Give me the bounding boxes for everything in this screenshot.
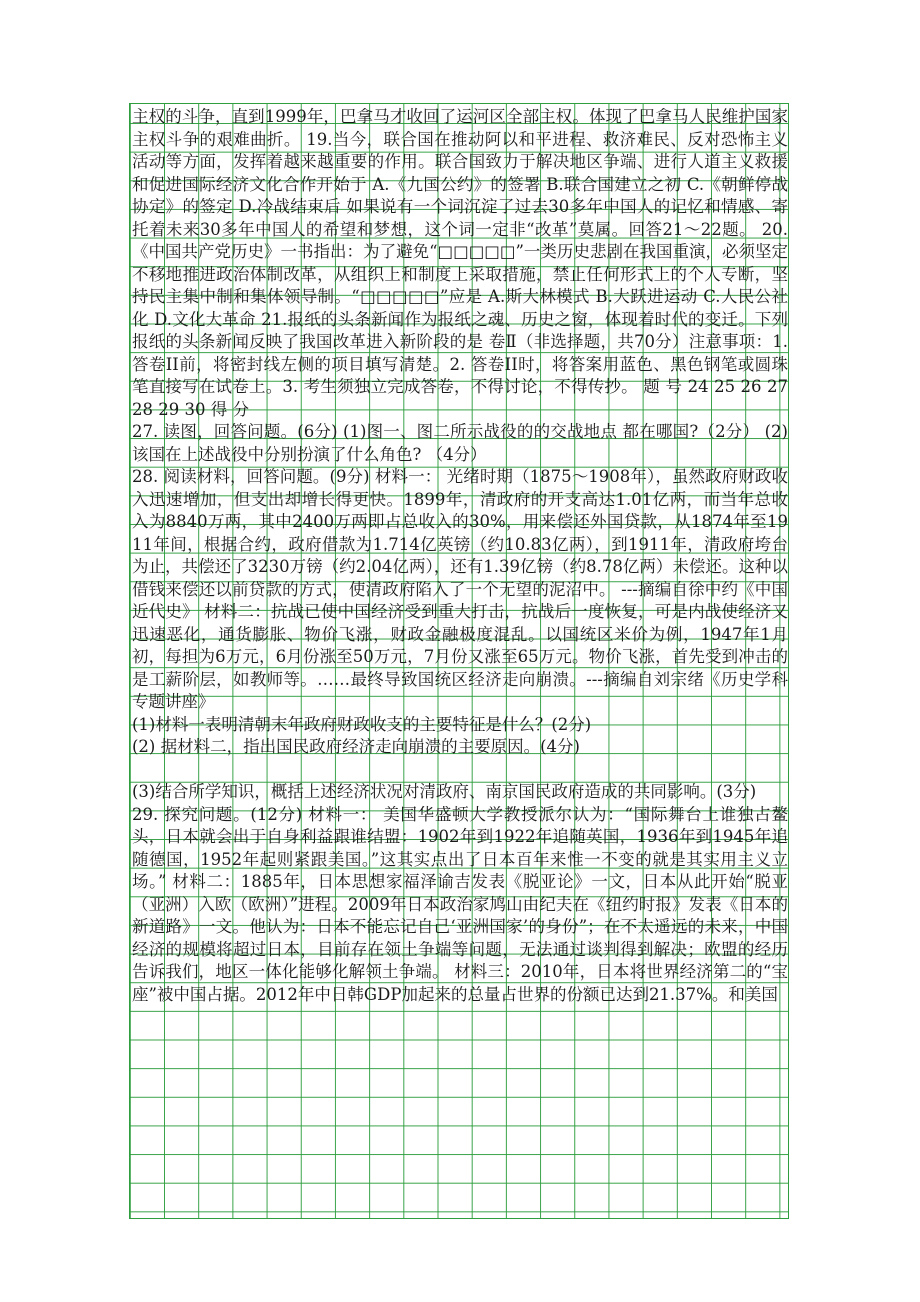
paragraph-question-28-part-1: (1)材料一表明清朝末年政府财政收支的主要特征是什么？(2分) <box>132 714 592 734</box>
paragraph-question-28-part-2: (2) 据材料二，指出国民政府经济走向崩溃的主要原因。(4分) <box>132 737 580 756</box>
paragraph-questions-19-21: 主权的斗争，直到1999年，巴拿马才收回了运河区全部主权。体现了巴拿马人民维护国家主权斗争的艰难曲折。 19.当今，联合国在推动阿以和平进程、救济难民、反对恐怖主义活动等方面，发挥着越来越重要的作用。联合国致力于解决地区争端、进行人道主义救援和促进国际经济文化合作开始于 A.《九国公约》的签署 B.联合国建立之初 C.《朝鲜停战协定》的签定 D.冷战结束后 如果说有一个词沉淀了过去30多年中国人的记忆和情感、寄托着未来30多年中国人的希望和梦想，这个词一定非“改革”莫属。回答21～22题。 20.《中国共产党历史》一书指出：为了避免“□□□□□”一类历史悲剧在我国重演，必须坚定不移地推进政治体制改革，从组织上和制度上采取措施，禁止任何形式上的个人专断，坚持民主集中制和集体领导制。“□□□□□”应是 A.斯大林模式 B.大跃进运动 C.人民公社化 D.文化大革命 21.报纸的头条新闻作为报纸之魂、历史之窗，体现着时代的变迁。下列报纸的头条新闻反映了我国改革进入新阶段的是 卷Ⅱ（非选择题，共70分）注意事项：1. 答卷II前，将密封线左侧的项目填写清楚。2. 答卷II时，将答案用蓝色、黑色钢笔或圆珠笔直接写在试卷上。3. 考生须独立完成答卷，不得讨论，不得传抄。 题 号 24 25 26 27 28 29 30 得 分 <box>132 107 788 419</box>
paragraph-question-27: 27. 读图，回答问题。(6分) (1)图一、图二所示战役的的交战地点 都在哪国?（2分） (2)该国在上述战役中分别扮演了什么角色? （4分） <box>132 422 788 464</box>
paragraph-question-28: 28. 阅读材料，回答问题。(9分) 材料一： 光绪时期（1875～1908年），虽然政府财政收入迅速增加，但支出却增长得更快。1899年，清政府的开支高达1.01亿两，而当年总收入为8840万两，其中2400万两即占总收入的30%，用来偿还外国贷款，从1874年至1911年间，根据合约，政府借款为1.714亿英镑（约10.83亿两），到1911年，清政府垮台为止，共偿还了3230万镑（约2.04亿两），还有1.39亿镑（约8.78亿两）未偿还。这种以借钱来偿还以前贷款的方式，使清政府陷入了一个无望的泥沼中。 ---摘编自徐中约《中国近代史》 材料二：抗战已使中国经济受到重大打击，抗战后一度恢复，可是内战使经济又迅速恶化，通货膨胀、物价飞涨，财政金融极度混乱。以国统区米价为例，1947年1月初，每担为6万元，6月份涨至50万元，7月份又涨至65万元。物价飞涨，首先受到冲击的是工薪阶层，如教师等。……最终导致国统区经济走向崩溃。---摘编自刘宗绪《历史学科专题讲座》 <box>132 467 788 711</box>
blank-answer-line <box>132 759 788 782</box>
grid-paper-page <box>129 103 789 1219</box>
paragraph-question-29: 29. 探究问题。(12分) 材料一： 美国华盛顿大学教授派尔认为：“国际舞台上谁独占鳌头，日本就会出于自身利益跟谁结盟：1902年到1922年追随英国，1936年到1945年追随德国，1952年起则紧跟美国。”这其实点出了日本百年来惟一不变的就是其实用主义立场。” 材料二：1885年，日本思想家福泽谕吉发表《脱亚论》一文，日本从此开始“脱亚（亚洲）入欧（欧洲）”进程。2009年日本政治家鸠山由纪夫在《纽约时报》发表《日本的新道路》一文。他认为：日本不能忘记自己‘亚洲国家’的身份”；在不太遥远的未来，中国经济的规模将超过日本，目前存在领土争端等问题，无法通过谈判得到解决；欧盟的经历告诉我们，地区一体化能够化解领土争端。 材料三：2010年，日本将世界经济第二的“宝座”被中国占据。2012年中日韩GDP加起来的总量占世界的份额已达到21.37%。和美国 <box>132 804 788 1004</box>
paragraph-question-28-part-3: (3)结合所学知识，概括上述经济状况对清政府、南京国民政府造成的共同影响。(3分) <box>132 782 757 801</box>
document-body <box>130 104 789 1006</box>
